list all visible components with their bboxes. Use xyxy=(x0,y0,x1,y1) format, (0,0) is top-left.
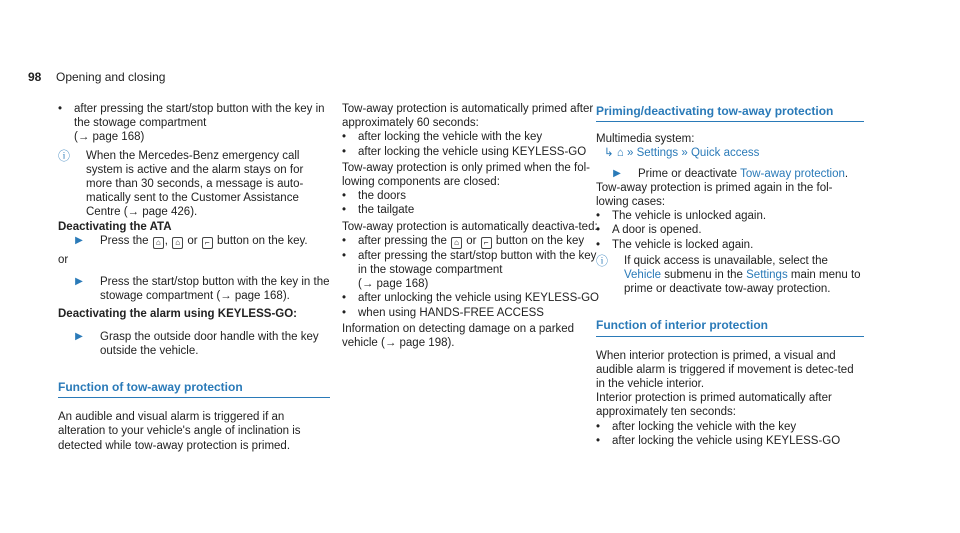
return-arrow-icon: ↳ xyxy=(604,147,614,160)
paragraph: An audible and visual alarm is triggered if an alteration to your vehicle's angle of inclination is detected while tow-away protection is primed. xyxy=(58,411,301,452)
arrow-icon: ▶ xyxy=(75,330,83,342)
arrow-icon: ▶ xyxy=(613,167,621,179)
menu-path xyxy=(604,146,864,160)
heading-deactivating-ata: Deactivating the ATA xyxy=(58,220,172,233)
note-text: When the Mercedes-Benz emergency call system is active and the alarm stays on for more than 30 seconds, a message is auto-matically sent to the Customer Assistance Centre (→ page 426). xyxy=(86,149,304,219)
arrow-icon: ▶ xyxy=(75,234,83,246)
arrow-icon: ▶ xyxy=(75,276,83,288)
heading-interior: Function of interior protection xyxy=(596,318,864,336)
list-item: • The vehicle is unlocked again. xyxy=(596,210,767,223)
double-arrow-icon: » xyxy=(627,147,634,160)
tailgate-key-icon: ⌐ xyxy=(481,237,492,249)
instruction-step: ▶ Press the start/stop button with the key in the stowage compartment (→ page 168). xyxy=(58,275,330,303)
list-item: • A door is opened. xyxy=(596,224,702,237)
settings-link: Settings xyxy=(746,269,788,282)
page-reference: (→ page 168) xyxy=(74,131,145,144)
page-number: 98 xyxy=(28,70,42,84)
section-title: Opening and closing xyxy=(56,70,166,84)
multimedia-label: Multimedia system: xyxy=(596,133,695,146)
paragraph: Interior protection is primed automatically after approximately ten seconds: xyxy=(596,392,832,419)
list-item: • after pressing the start/stop button with the key in the stowage compartment (→ page 168) xyxy=(58,103,325,144)
list-item: • after pressing the start/stop button with the key in the stowage compartment (→ page 168) xyxy=(342,249,597,291)
column-1 xyxy=(58,102,330,453)
info-icon: ⓘ xyxy=(58,148,71,163)
heading-keyless: Deactivating the alarm using KEYLESS-GO: xyxy=(58,308,297,321)
list-item: • the tailgate xyxy=(342,204,415,217)
lock-key-icon: ⌂ xyxy=(451,237,462,249)
column-3 xyxy=(596,104,864,448)
list-item: • when using HANDS-FREE ACCESS xyxy=(342,306,544,319)
tow-away-protection-link: Tow-away protection xyxy=(740,167,845,180)
note: ⓘ If quick access is unavailable, select the Vehicle submenu in the Settings main menu to prime or deactivate tow-away protection. xyxy=(596,253,861,296)
or-text: or xyxy=(58,253,69,266)
list-item: • after locking the vehicle with the key xyxy=(596,420,797,433)
list-item: • after locking the vehicle using KEYLESS-GO xyxy=(596,434,841,447)
instruction-step: ▶ Press the ⌂ , ⌂ or ⌐ button on the key. xyxy=(58,234,330,249)
paragraph: Tow-away protection is automatically deactiva-ted: xyxy=(342,220,598,233)
list-item: • The vehicle is locked again. xyxy=(596,238,754,251)
unlock-key-icon: ⌂ xyxy=(172,237,183,249)
home-icon: ⌂ xyxy=(616,147,624,160)
lock-key-icon: ⌂ xyxy=(153,237,164,249)
menu-quick-access: Quick access xyxy=(690,147,760,160)
paragraph: Tow-away protection is only primed when the fol-lowing components are closed: xyxy=(342,161,591,189)
paragraph: Tow-away protection is primed again in the fol-lowing cases: xyxy=(596,181,833,209)
list-item: • after pressing the ⌂ or ⌐ button on the key xyxy=(342,234,585,247)
list-item: • after unlocking the vehicle using KEYLESS-GO xyxy=(342,292,599,305)
double-arrow-icon: » xyxy=(681,147,688,160)
note xyxy=(58,149,330,220)
list-item: • after locking the vehicle using KEYLESS-GO xyxy=(342,145,587,158)
bullet-text: after pressing the start/stop button with the key in the stowage compartment xyxy=(74,103,325,130)
instruction-step: ▶ Prime or deactivate Tow-away protection. xyxy=(596,167,864,181)
heading-priming: Priming/deactivating tow-away protection xyxy=(596,104,864,122)
vehicle-link: Vehicle xyxy=(624,269,662,282)
list-item: • after locking the vehicle with the key xyxy=(342,131,543,144)
heading-function-tow: Function of tow-away protection xyxy=(58,380,330,398)
tailgate-key-icon: ⌐ xyxy=(202,237,213,249)
paragraph: Information on detecting damage on a parked vehicle (→ page 198). xyxy=(342,322,575,350)
instruction-step: ▶ Grasp the outside door handle with the key outside the vehicle. xyxy=(58,330,330,358)
paragraph: Tow-away protection is automatically primed after approximately 60 seconds: xyxy=(342,103,594,130)
paragraph: When interior protection is primed, a visual and audible alarm is triggered if movement is detec-ted in the vehicle interior. xyxy=(596,349,854,391)
menu-settings: Settings xyxy=(636,147,679,160)
column-2 xyxy=(342,102,604,350)
info-icon: ⓘ xyxy=(596,253,609,268)
list-item: • the doors xyxy=(342,190,406,203)
